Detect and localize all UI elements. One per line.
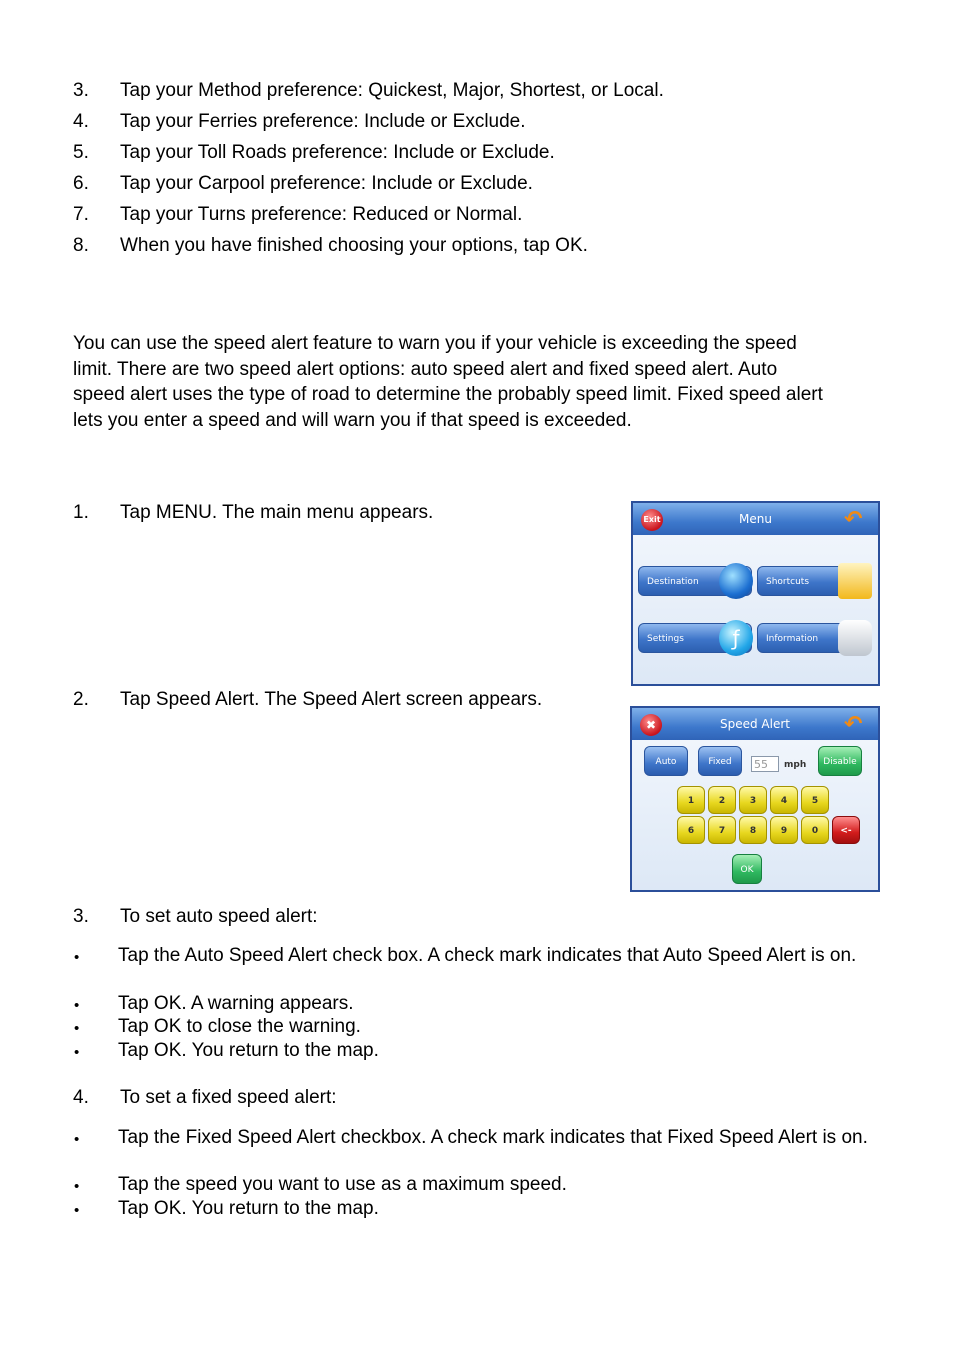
step-text: Tap your Turns preference: Reduced or Normal. [120,204,523,225]
step-number: 8. [73,235,89,256]
step-number: 3. [73,906,89,927]
intro-paragraph [73,331,893,433]
menu-title-bar [633,503,878,535]
list-item: Tap the speed you want to use as a maximum speed. [118,1174,567,1195]
bullet: • [74,949,80,966]
step-text: Tap your Toll Roads preference: Include or Exclude. [120,142,555,163]
step-text: Tap your Method preference: Quickest, Major, Shortest, or Local. [120,80,664,101]
step-text: Tap your Ferries preference: Include or Exclude. [120,111,526,132]
back-arrow-icon[interactable]: ↶ [844,507,863,532]
menu-title: Menu [739,512,772,526]
step-text: When you have finished choosing your options, tap OK. [120,235,588,256]
key-9[interactable]: 9 [770,816,798,844]
unit-label: mph [784,760,807,770]
step-text: To set auto speed alert: [120,906,318,927]
key-8[interactable]: 8 [739,816,767,844]
close-icon[interactable]: ✖ [640,714,662,736]
intro-line: You can use the speed alert feature to warn you if your vehicle is exceeding the speed [73,333,797,354]
bullet: • [74,1202,80,1219]
information-label: Information [766,634,819,644]
destination-button[interactable] [638,566,752,596]
intro-line: speed alert uses the type of road to determine the probably speed limit. Fixed speed alert [73,384,823,406]
information-button[interactable] [757,623,871,653]
menu-screenshot [631,501,880,686]
key-7[interactable]: 7 [708,816,736,844]
step-text: Tap Speed Alert. The Speed Alert screen appears. [120,689,543,710]
shortcuts-button[interactable] [757,566,871,596]
fixed-button[interactable]: Fixed [698,746,742,776]
destination-label: Destination [647,577,699,587]
list-item: Tap OK to close the warning. [118,1016,361,1037]
key-1[interactable]: 1 [677,786,705,814]
intro-line: lets you enter a speed and will warn you if that speed is exceeded. [73,409,632,431]
disable-button[interactable]: Disable [818,746,862,776]
step-number: 3. [73,80,89,101]
key-4[interactable]: 4 [770,786,798,814]
list-item: Tap the Fixed Speed Alert checkbox. A check mark indicates that Fixed Speed Alert is on. [118,1127,868,1148]
car-icon [838,620,872,656]
speed-alert-screenshot [630,706,880,892]
list-item: Tap OK. You return to the map. [118,1198,379,1219]
bullet: • [74,1020,80,1037]
settings-icon: ƒ [719,620,753,656]
list-item: Tap the Auto Speed Alert check box. A check mark indicates that Auto Speed Alert is on. [118,945,857,966]
box-icon [838,563,872,599]
step-number: 7. [73,204,89,225]
step-number: 1. [73,502,89,523]
step-text: Tap MENU. The main menu appears. [120,502,434,523]
step-number: 4. [73,111,89,132]
shortcuts-label: Shortcuts [766,577,810,587]
exit-button[interactable]: Exit [641,509,663,531]
step-number: 2. [73,689,89,710]
settings-label: Settings [647,634,684,644]
intro-line: limit. There are two speed alert options: auto speed alert and fixed speed alert. Auto [73,358,778,380]
step-number: 4. [73,1087,89,1108]
key-5[interactable]: 5 [801,786,829,814]
bullet: • [74,997,80,1014]
list-item: Tap OK. You return to the map. [118,1040,379,1061]
bullet: • [74,1131,80,1148]
ok-button[interactable]: OK [732,854,762,884]
settings-button[interactable] [638,623,752,653]
step-text: Tap your Carpool preference: Include or Exclude. [120,173,533,194]
list-item: Tap OK. A warning appears. [118,993,354,1014]
step-text: To set a fixed speed alert: [120,1087,337,1108]
bullet: • [74,1044,80,1061]
step-number: 6. [73,173,89,194]
auto-button[interactable]: Auto [644,746,688,776]
key-3[interactable]: 3 [739,786,767,814]
backspace-button[interactable]: <- [832,816,860,844]
key-2[interactable]: 2 [708,786,736,814]
speed-input[interactable]: 55 [751,756,779,772]
globe-icon [719,563,753,599]
speed-alert-title: Speed Alert [720,717,790,731]
key-0[interactable]: 0 [801,816,829,844]
bullet: • [74,1178,80,1195]
key-6[interactable]: 6 [677,816,705,844]
back-arrow-icon[interactable]: ↶ [844,712,863,737]
step-number: 5. [73,142,89,163]
speed-alert-title-bar [632,708,878,740]
